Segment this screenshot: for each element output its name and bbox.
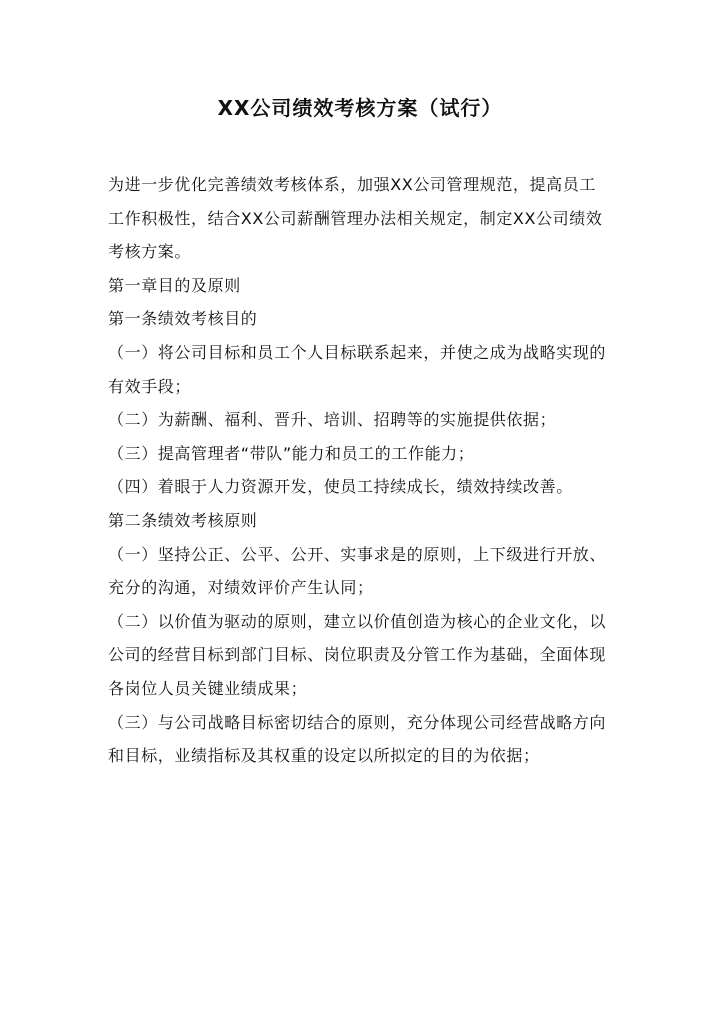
article-heading: 第一条绩效考核目的 xyxy=(108,309,258,329)
list-item: （三）提高管理者“带队”能力和员工的工作能力； xyxy=(108,443,475,463)
list-item: （二）为薪酬、福利、晋升、培训、招聘等的实施提供依据； xyxy=(108,410,557,430)
chapter-heading: 第一章目的及原则 xyxy=(108,275,241,295)
article-heading: 第二条绩效考核原则 xyxy=(108,510,258,530)
document-title: XX公司绩效考核方案（试行） xyxy=(217,96,503,120)
list-item: （三）与公司战略目标密切结合的原则，充分体现公司经营战略方向和目标，业绩指标及其权重的设定以所拟定的目的为依据； xyxy=(108,712,607,766)
list-item: （一）将公司目标和员工个人目标联系起来，并使之成为战略实现的有效手段； xyxy=(108,342,607,396)
list-item: （二）以价值为驱动的原则，建立以价值创造为核心的企业文化，以公司的经营目标到部门目标、岗位职责及分管工作为基础，全面体现各岗位人员关键业绩成果； xyxy=(108,611,607,698)
document-body xyxy=(108,168,608,773)
intro-paragraph: 为进一步优化完善绩效考核体系，加强XX公司管理规范，提高员工工作积极性，结合XX公司薪酬管理办法相关规定，制定XX公司绩效考核方案。 xyxy=(108,175,603,262)
list-item: （四）着眼于人力资源开发，使员工持续成长，绩效持续改善。 xyxy=(108,477,573,497)
list-item: （一）坚持公正、公平、公开、实事求是的原则，上下级进行开放、充分的沟通，对绩效评价产生认同； xyxy=(108,544,607,598)
